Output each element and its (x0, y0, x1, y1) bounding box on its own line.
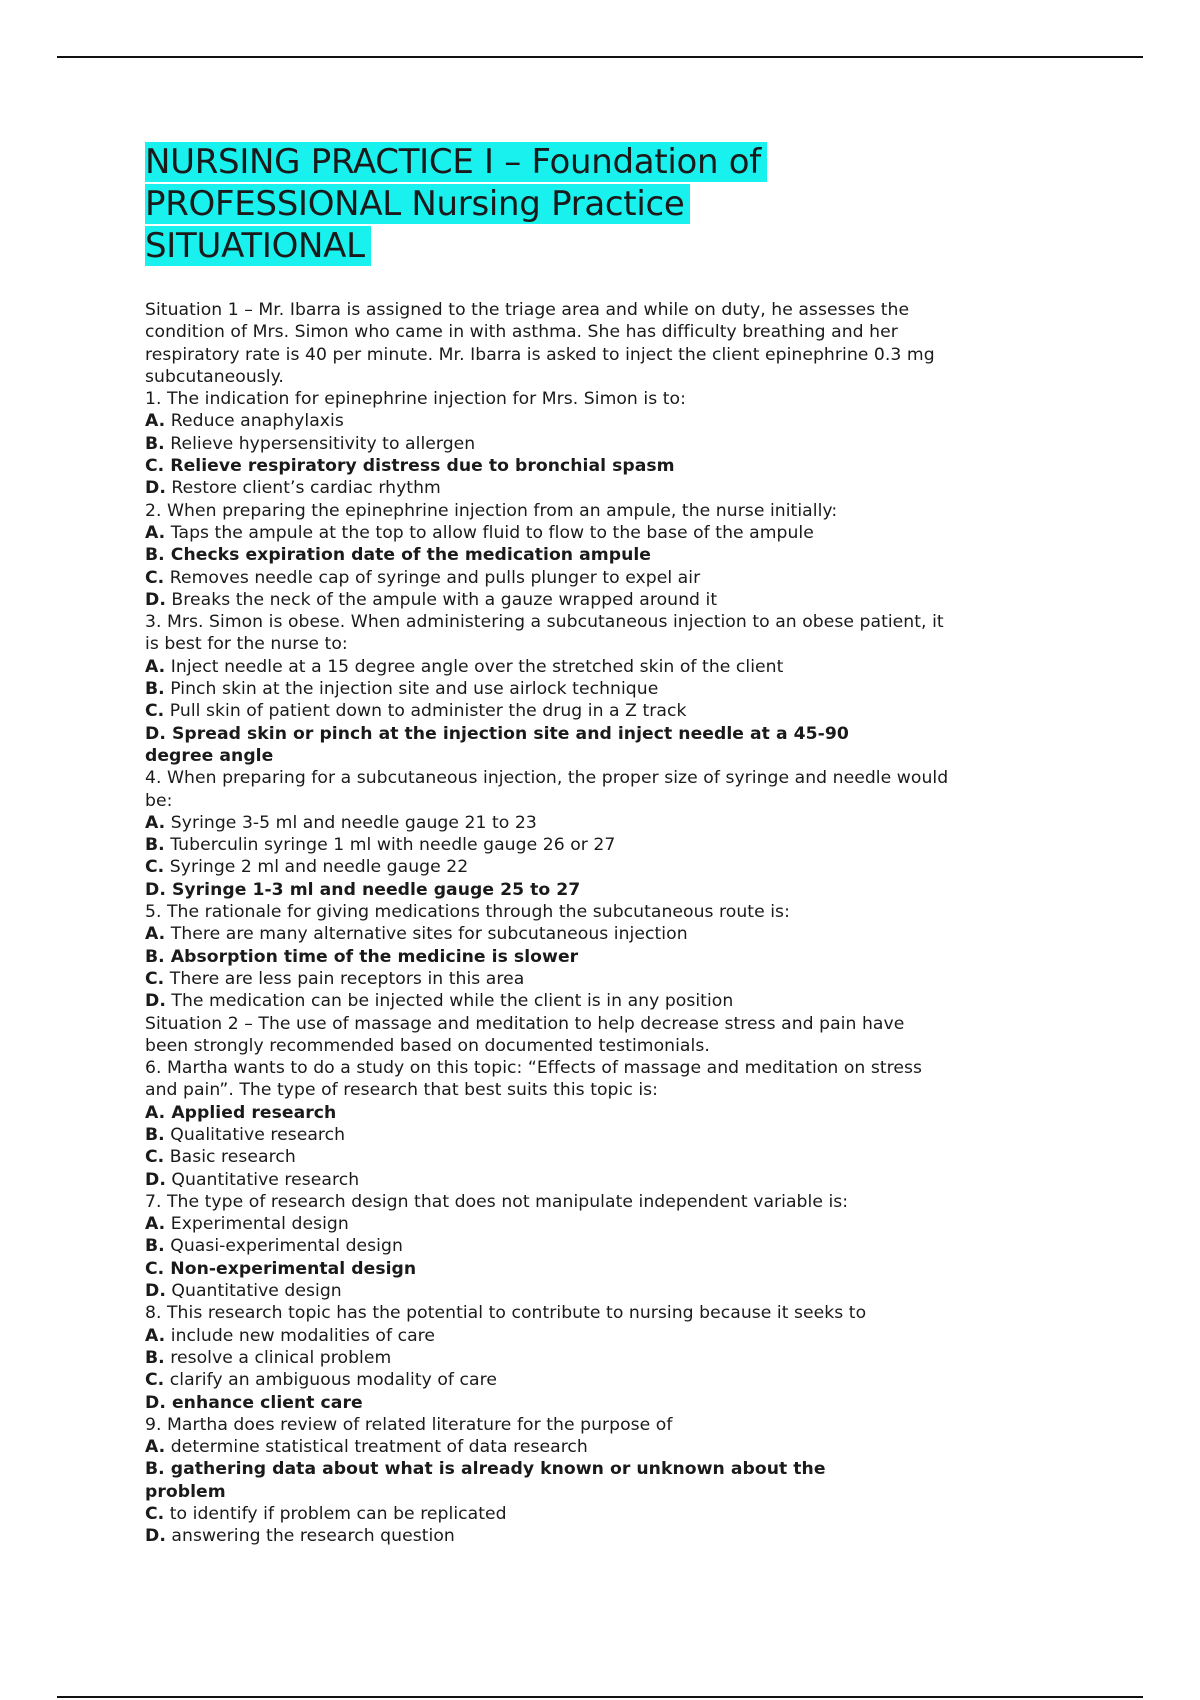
answer-option-d-correct: D. Syringe 1-3 ml and needle gauge 25 to 27 (145, 879, 581, 900)
situation-text-line: been strongly recommended based on documented testimonials. (145, 1035, 710, 1056)
question-8 (145, 1302, 1035, 1413)
answer-option-c: C. Basic research (145, 1147, 296, 1168)
answer-option-a: A. include new modalities of care (145, 1325, 436, 1346)
page-bottom-rule (57, 1696, 1143, 1698)
answer-option-b: B. Tuberculin syringe 1 ml with needle gauge 26 or 27 (145, 835, 616, 856)
title-line-3: SITUATIONAL (145, 226, 371, 266)
question-1 (145, 388, 1035, 499)
answer-option-b: B. Qualitative research (145, 1124, 346, 1145)
answer-option-d: D. answering the research question (145, 1526, 455, 1547)
situation-text-line: subcutaneously. (145, 366, 284, 387)
answer-option-d: D. Restore client’s cardiac rhythm (145, 478, 441, 499)
answer-option-c-correct: C. Relieve respiratory distress due to bronchial spasm (145, 456, 675, 477)
title-line-2: PROFESSIONAL Nursing Practice (145, 184, 690, 224)
page-top-rule (57, 56, 1143, 58)
answer-option-b: B. Pinch skin at the injection site and use airlock technique (145, 679, 659, 700)
answer-option-b: B. Relieve hypersensitivity to allergen (145, 433, 476, 454)
answer-option-b-continuation: problem (145, 1481, 226, 1502)
situation-text-line: condition of Mrs. Simon who came in with asthma. She has difficulty breathing and her (145, 322, 898, 343)
question-stem: and pain”. The type of research that best suits this topic is: (145, 1080, 659, 1101)
question-7 (145, 1191, 1035, 1302)
question-5 (145, 901, 1035, 1012)
answer-option-d-continuation: degree angle (145, 745, 274, 766)
answer-option-c: C. Pull skin of patient down to administer the drug in a Z track (145, 701, 687, 722)
question-stem: is best for the nurse to: (145, 634, 348, 655)
question-stem: 8. This research topic has the potential to contribute to nursing because it seeks to (145, 1303, 867, 1324)
answer-option-a: A. Syringe 3-5 ml and needle gauge 21 to 23 (145, 812, 537, 833)
answer-option-b-correct: B. gathering data about what is already known or unknown about the (145, 1459, 826, 1480)
answer-option-a: A. determine statistical treatment of data research (145, 1437, 588, 1458)
answer-option-d-correct: D. enhance client care (145, 1392, 363, 1413)
answer-option-d: D. Breaks the neck of the ampule with a gauze wrapped around it (145, 589, 718, 610)
answer-option-c-correct: C. Non-experimental design (145, 1258, 417, 1279)
answer-option-a: A. Reduce anaphylaxis (145, 411, 344, 432)
answer-option-d: D. The medication can be injected while the client is in any position (145, 991, 734, 1012)
question-stem: 6. Martha wants to do a study on this topic: “Effects of massage and meditation on stress (145, 1058, 923, 1079)
answer-option-d-correct: D. Spread skin or pinch at the injection site and inject needle at a 45-90 (145, 723, 849, 744)
situation-text-line: respiratory rate is 40 per minute. Mr. Ibarra is asked to inject the client epinephrine 0.3 mg (145, 344, 935, 365)
question-stem: 1. The indication for epinephrine injection for Mrs. Simon is to: (145, 389, 686, 410)
question-stem: be: (145, 790, 173, 811)
situation-1 (145, 299, 1035, 388)
question-stem: 3. Mrs. Simon is obese. When administering a subcutaneous injection to an obese patient, it (145, 612, 944, 633)
question-stem: 7. The type of research design that does not manipulate independent variable is: (145, 1191, 849, 1212)
question-stem: 4. When preparing for a subcutaneous injection, the proper size of syringe and needle would (145, 768, 949, 789)
answer-option-d: D. Quantitative research (145, 1169, 360, 1190)
answer-option-a-correct: A. Applied research (145, 1102, 337, 1123)
answer-option-b-correct: B. Absorption time of the medicine is slower (145, 946, 579, 967)
situation-2 (145, 1013, 1035, 1058)
answer-option-a: A. Experimental design (145, 1214, 349, 1235)
answer-option-c: C. There are less pain receptors in this area (145, 968, 525, 989)
situation-text-line: Situation 1 – Mr. Ibarra is assigned to the triage area and while on duty, he assesses the (145, 300, 910, 320)
question-2 (145, 500, 1035, 611)
answer-option-c: C. to identify if problem can be replicated (145, 1504, 507, 1525)
situation-text-line: Situation 2 – The use of massage and meditation to help decrease stress and pain have (145, 1013, 905, 1034)
question-stem: 9. Martha does review of related literature for the purpose of (145, 1414, 673, 1435)
title-line-1: NURSING PRACTICE I – Foundation of (145, 142, 767, 182)
answer-option-b: B. resolve a clinical problem (145, 1347, 392, 1368)
question-6 (145, 1057, 1035, 1191)
answer-option-b-correct: B. Checks expiration date of the medication ampule (145, 545, 652, 566)
page-title (145, 141, 1145, 267)
answer-option-a: A. There are many alternative sites for subcutaneous injection (145, 924, 688, 945)
question-4 (145, 767, 1035, 901)
question-9 (145, 1414, 1035, 1548)
document-body (145, 299, 1035, 1548)
question-stem: 5. The rationale for giving medications through the subcutaneous route is: (145, 902, 790, 923)
question-stem: 2. When preparing the epinephrine injection from an ampule, the nurse initially: (145, 500, 838, 521)
answer-option-d: D. Quantitative design (145, 1281, 342, 1302)
answer-option-c: C. Syringe 2 ml and needle gauge 22 (145, 857, 469, 878)
answer-option-c: C. Removes needle cap of syringe and pulls plunger to expel air (145, 567, 701, 588)
answer-option-a: A. Taps the ampule at the top to allow fluid to flow to the base of the ampule (145, 522, 814, 543)
answer-option-a: A. Inject needle at a 15 degree angle over the stretched skin of the client (145, 656, 784, 677)
answer-option-b: B. Quasi-experimental design (145, 1236, 403, 1257)
answer-option-c: C. clarify an ambiguous modality of care (145, 1370, 497, 1391)
question-3 (145, 611, 1035, 767)
